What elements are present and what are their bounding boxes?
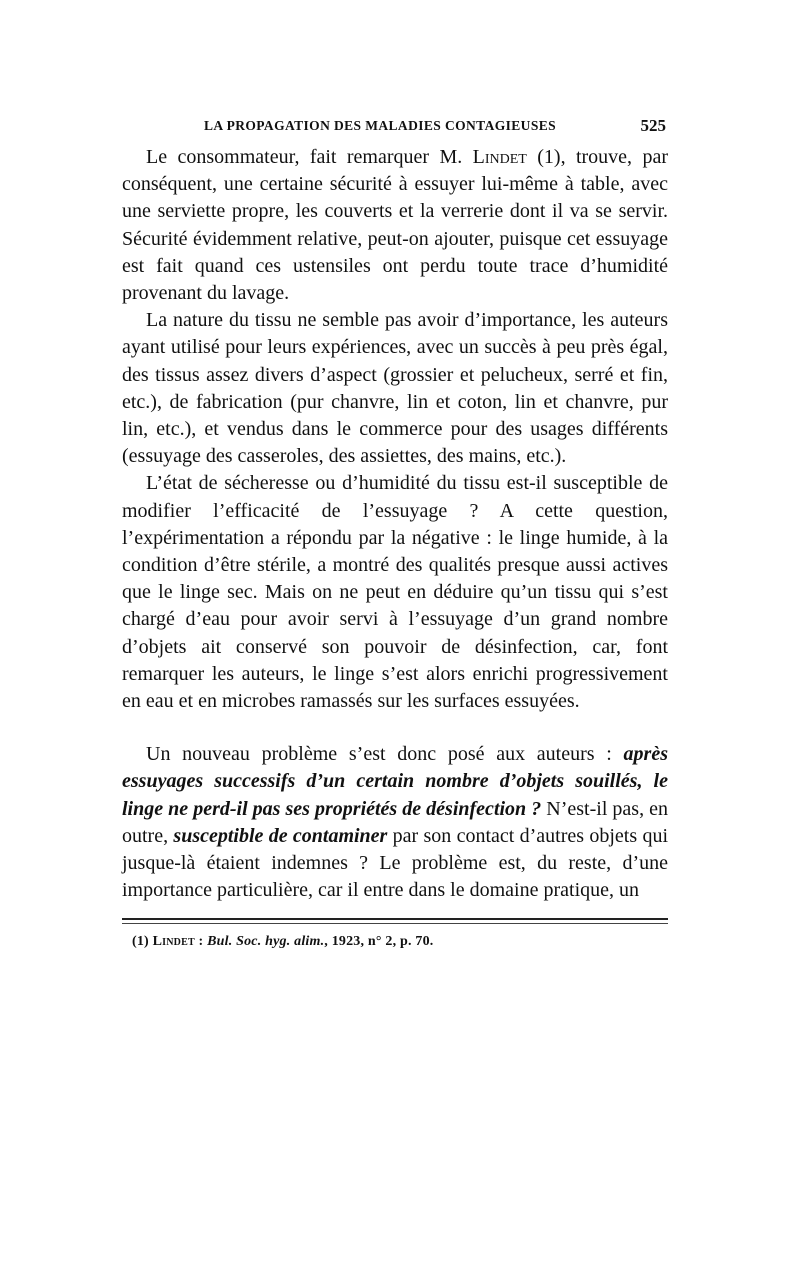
footnote-journal: Bul. Soc. hyg. alim.: [207, 934, 325, 950]
paragraph-4-text-c: par son contact d’autres objets qui jusque-là étaient indemnes ? Le problème est, du reste, d’une importance particulière, car il entre dans le domaine pratique, un: [122, 824, 668, 902]
footnote-rule: [122, 918, 668, 920]
paragraph-4-italic-a: après essuyages successifs d’un certain nombre d’objets souillés, le linge ne perd-il pas ses propriétés de désinfection ?: [122, 743, 668, 820]
paragraph-4-text-a: Un nouveau problème s’est donc posé aux auteurs :: [146, 743, 624, 766]
footnote-rule-thin: [122, 923, 668, 924]
running-title: LA PROPAGATION DES MALADIES CONTAGIEUSES: [204, 118, 557, 133]
footnote-separator: :: [194, 934, 208, 950]
paragraph-4: [122, 741, 668, 904]
footnote-reference: , 1923, n° 2, p. 70.: [324, 934, 434, 950]
paragraph-3: L’état de sécheresse ou d’humidité du tissu est-il susceptible de modifier l’efficacité de l’essuyage ? A cette question, l’expérimentation a répondu par la négative : le linge humide, à la condition d’être stérile, a montré des qualités presque aussi actives que le linge sec. Mais on ne peut en déduire qu’un tissu qui s’est chargé d’eau pour avoir servi à l’essuyage d’un grand nombre d’objets ait conservé son pouvoir de désinfection, car, font remarquer les auteurs, le linge s’est alors enrichi progressivement en eau et en microbes ramassés sur les surfaces essuyées.: [122, 472, 668, 713]
paragraph-1-text-b: (1), trouve, par conséquent, une certaine sécurité à essuyer lui-même à table, avec une serviette propre, les couverts et la verrerie dont il va se servir. Sécurité évidemment relative, peut-on ajouter, puisque cet essuyage est fait quand ces ustensiles ont perdu toute trace d’humidité provenant du lavage.: [122, 146, 668, 305]
footnote-author: Lindet: [152, 934, 195, 950]
paragraph-2: La nature du tissu ne semble pas avoir d’importance, les auteurs ayant utilisé pour leurs expériences, avec un succès à peu près égal, des tissus assez divers d’aspect (grossier et pelucheux, serré et fin, etc.), de fabrication (pur chanvre, lin et coton, lin et chanvre, pur lin, etc.), et vendus dans le commerce pour des usages différents (essuyage des casseroles, des assiettes, des mains, etc.).: [122, 309, 668, 468]
paragraph-1-text-a: Le consommateur, fait remarquer M.: [146, 146, 473, 168]
paragraph-1: [122, 144, 668, 307]
paragraph-4-italic-b: susceptible de contaminer: [173, 824, 388, 847]
footnote: [132, 934, 668, 950]
running-head: [122, 112, 668, 142]
author-name: Lindet: [472, 146, 527, 168]
paragraph-4-text-b: N’est-il pas, en outre,: [122, 797, 669, 847]
footnote-marker: (1): [132, 934, 153, 950]
book-page: [122, 112, 668, 950]
page-number: 525: [640, 116, 666, 135]
